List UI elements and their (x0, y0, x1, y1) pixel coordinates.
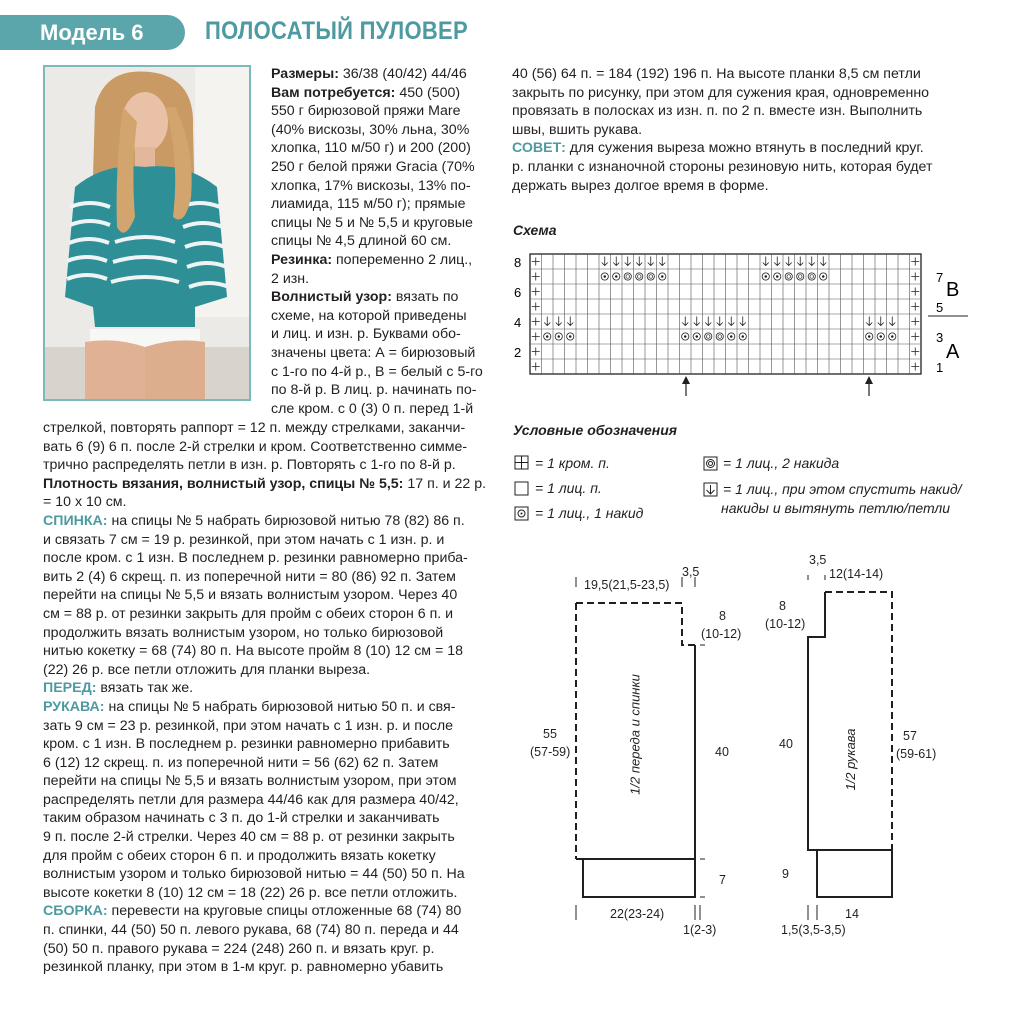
row-label-2: 2 (514, 345, 522, 360)
text-line (512, 65, 932, 84)
sleeve-label: 1/2 рукава (843, 728, 858, 791)
stitch-center (742, 336, 744, 338)
stitch-center (868, 336, 870, 338)
text-line (43, 642, 486, 661)
line-text: см = 88 р. от резинки закрыть для пройм с обеих сторон 6 п. и (43, 605, 454, 622)
line-text: 17 п. и 22 р. (403, 475, 487, 492)
stitch-center (765, 276, 767, 278)
line-text: 550 г бирюзовой пряжи Mare (271, 103, 461, 120)
text-line (43, 717, 486, 736)
section-heading: СОВЕТ: (512, 140, 566, 157)
text-line (271, 363, 483, 382)
line-text: по 8-й р. В лиц. р. начинать по- (271, 382, 477, 399)
row-label-7: 7 (936, 270, 944, 285)
page-title: ПОЛОСАТЫЙ ПУЛОВЕР (205, 17, 468, 45)
legend-knit-stitch: = 1 лиц. п. (535, 480, 602, 496)
line-text: распределять петли для размера 44/46 как для размера 40/42, (43, 791, 459, 808)
body-shoulder-step: 3,5 (682, 565, 700, 579)
text-line (43, 940, 486, 959)
body-top-width: 19,5(21,5-23,5) (584, 578, 670, 592)
intro-text (271, 65, 483, 418)
text-line (43, 456, 486, 475)
line-text: закрыть по рисунку, при этом для сужения края, одновременно (512, 84, 930, 101)
text-line (271, 344, 483, 363)
text-line (43, 865, 486, 884)
stitch-center (546, 336, 548, 338)
text-line (271, 400, 483, 419)
line-text: спицы № 4,5 длиной 60 см. (271, 233, 452, 250)
text-line (43, 754, 486, 773)
body-label: 1/2 переда и спинки (627, 674, 643, 795)
text-line (271, 214, 483, 233)
color-label-a: A (946, 341, 960, 363)
edge-stitch-icon (514, 455, 530, 471)
line-text: 9 п. после 2-й стрелки. Через 40 см = 88 р. от резинки закрыть (43, 829, 455, 846)
text-line (43, 772, 486, 791)
line-text: таким образом начинать с 3 п. до 1-й стрелки и заканчивать (43, 810, 440, 827)
stitch-center (822, 276, 824, 278)
line-text: перейти на спицы № 5,5 и вязать волнистым узором, при этом (43, 773, 457, 790)
body-total-b: (57-59) (530, 745, 571, 759)
text-line (43, 475, 486, 494)
sleeve-top-width: 12(14-14) (829, 567, 884, 581)
text-line (271, 288, 483, 307)
line-text: вязать так же. (96, 680, 194, 697)
text-line (512, 158, 932, 177)
text-line (512, 121, 932, 140)
line-text: на спицы № 5 набрать бирюзовой нитью 50 п. и свя- (104, 698, 456, 715)
knitting-chart (508, 248, 978, 398)
stitch-center (615, 276, 617, 278)
line-text: для сужения выреза можно втянуть в последний круг. (565, 140, 924, 157)
bold-term: Размеры: (271, 66, 339, 82)
bold-term: Резинка: (271, 251, 333, 268)
line-text: значены цвета: А = бирюзовый (271, 344, 476, 361)
section-heading: ПЕРЕД: (43, 680, 97, 697)
line-text: 40 (56) 64 п. = 184 (192) 196 п. На высоте планки 8,5 см петли (512, 66, 921, 82)
line-text: и лиц. и изн. р. Буквами обо- (271, 326, 461, 343)
row-label-1: 1 (936, 360, 944, 375)
stitch-center (569, 336, 571, 338)
text-line (271, 102, 483, 121)
text-line (271, 139, 483, 158)
sleeve-top-step: 3,5 (809, 553, 827, 567)
model-photo-illustration (45, 67, 249, 399)
text-line (43, 624, 486, 643)
text-line (512, 84, 932, 103)
line-text: для пройм с обеих сторон 6 п. и продолжить вязать кокетку (43, 847, 436, 864)
text-line (43, 847, 486, 866)
instructions-text (43, 419, 486, 977)
text-line (512, 139, 932, 158)
sleeve-cap-a: 8 (779, 599, 786, 613)
sleeve-height: 40 (779, 737, 793, 751)
body-bottom-step: 1(2-3) (683, 923, 717, 937)
text-line (43, 419, 486, 438)
line-text: вать 6 (9) 6 п. после 2-й стрелки и кром. Соответственно симме- (43, 438, 468, 455)
text-line (43, 791, 486, 810)
section-heading: СПИНКА: (43, 512, 108, 529)
text-line (271, 325, 483, 344)
stitch-center (891, 336, 893, 338)
legend-knit-one-yarnover: = 1 лиц., 1 накид (535, 505, 644, 521)
text-line (271, 232, 483, 251)
line-text: 2 изн. (271, 270, 310, 287)
legend-drop-yarnover-1: = 1 лиц., при этом спустить накид/ (723, 481, 962, 497)
text-line (271, 381, 483, 400)
drop-yarnover-icon (703, 482, 719, 498)
legend-edge-stitch: = 1 кром. п. (535, 455, 610, 471)
line-text: попеременно 2 лиц., (332, 251, 473, 268)
text-line (271, 121, 483, 140)
legend-knit-two-yarnovers: = 1 лиц., 2 накида (723, 455, 840, 471)
row-label-8: 8 (514, 255, 522, 270)
text-line (512, 102, 932, 121)
text-line (43, 531, 486, 550)
text-line (271, 251, 483, 270)
row-label-5: 5 (936, 300, 944, 315)
right-column-text (512, 65, 932, 195)
bold-term: Вам потребуется: (271, 84, 396, 101)
line-text: 450 (500) (395, 84, 461, 101)
text-line (271, 195, 483, 214)
text-line (43, 661, 486, 680)
line-text: высоте кокетки 8 (10) 12 см = 18 (22) 26 р. все петли отложить. (43, 884, 458, 901)
text-line (271, 307, 483, 326)
line-text: зать 9 см = 23 р. резинкой, при этом начать с 1 изн. р. и после (43, 717, 454, 734)
line-text: (50) 50 п. правого рукава = 224 (248) 260 п. и вязать круг. р. (43, 940, 435, 957)
sleeve-total-b: (59-61) (896, 747, 937, 761)
line-text: р. планки с изнаночной стороны резиновую нить, которая будет (512, 158, 933, 175)
line-text: и связать 7 см = 19 р. резинкой, при этом начать с 1 изн. р. и (43, 531, 445, 548)
line-text: стрелкой, повторять раппорт = 12 п. между стрелками, заканчи- (43, 420, 466, 436)
line-text: лиамида, 115 м/50 г); прямые (271, 196, 466, 213)
chart-heading: Схема (513, 222, 557, 238)
line-text: вязать по (391, 289, 459, 306)
body-bottom-width: 22(23-24) (610, 907, 665, 921)
line-text: п. спинки, 44 (50) 50 п. левого рукава, 68 (74) 80 п. переда и 44 (43, 922, 459, 939)
line-text: = 10 х 10 см. (43, 494, 127, 511)
text-line (43, 679, 486, 698)
bold-term: Волнистый узор: (271, 289, 392, 306)
line-text: кром. с 1 изн. В последнем р. резинки равномерно прибавить (43, 736, 450, 753)
text-line (271, 177, 483, 196)
line-text: сле кром. с 0 (3) 0 п. перед 1-й (271, 400, 474, 417)
bold-term: Плотность вязания, волнистый узор, спицы № 5,5: (43, 475, 404, 492)
legend-heading: Условные обозначения (513, 422, 678, 438)
body-armhole-a: 8 (719, 609, 726, 623)
row-label-6: 6 (514, 285, 522, 300)
stitch-center (604, 276, 606, 278)
text-line (43, 884, 486, 903)
text-line (271, 84, 483, 103)
repeat-arrow-2 (865, 376, 873, 396)
line-text: 36/38 (40/42) 44/46 (338, 66, 467, 82)
stitch-center (730, 336, 732, 338)
line-text: на спицы № 5 набрать бирюзовой нитью 78 (82) 86 п. (107, 512, 465, 529)
text-line (43, 549, 486, 568)
stitch-center (880, 336, 882, 338)
line-text: резинкой планку, при этом в 1-м круг. р. равномерно убавить (43, 959, 444, 976)
stitch-center (558, 336, 560, 338)
sleeve-total-a: 57 (903, 729, 917, 743)
body-height: 40 (715, 745, 729, 759)
model-photo (43, 65, 251, 401)
text-line (43, 809, 486, 828)
text-line (43, 902, 486, 921)
line-text: хлопка, 110 м/50 г) и 200 (200) (271, 140, 471, 157)
section-heading: СБОРКА: (43, 903, 108, 920)
text-line (271, 65, 483, 84)
text-line (43, 605, 486, 624)
line-text: хлопка, 17% вискозы, 13% по- (271, 177, 471, 194)
knit-stitch-icon (514, 481, 530, 497)
line-text: волнистым узором и только бирюзовой нитью = 44 (50) 50 п. На (43, 866, 465, 883)
text-line (43, 568, 486, 587)
line-text: после кром. с 1 изн. В последнем р. резинки равномерно приба- (43, 550, 468, 567)
text-line (512, 177, 932, 196)
line-text: трично распределять петли в изн. р. Повторять с 1-го по 8-й р. (43, 457, 456, 474)
line-text: с 1-го по 4-й р., В = белый с 5-го (271, 363, 483, 380)
line-text: 250 г белой пряжи Gracia (70% (271, 158, 475, 175)
text-line (43, 828, 486, 847)
line-text: спицы № 5 и № 5,5 и круговые (271, 214, 473, 231)
stitch-center (684, 336, 686, 338)
sleeve-rib-height: 9 (782, 867, 789, 881)
legend-drop-yarnover-2: накиды и вытянуть петлю/петли (721, 500, 951, 516)
knit-two-yarnovers-icon (703, 456, 719, 472)
stitch-center (696, 336, 698, 338)
text-line (43, 512, 486, 531)
body-armhole-b: (10-12) (701, 627, 742, 641)
stitch-center (661, 276, 663, 278)
line-text: схеме, на которой приведены (271, 307, 467, 324)
knit-one-yarnover-icon (514, 506, 530, 522)
line-text: продолжить вязать волнистым узором, но только бирюзовой (43, 624, 444, 641)
line-text: нитью кокетку = 68 (74) 80 п. На высоте пройм 8 (10) 12 см = 18 (43, 643, 464, 660)
line-text: 6 (12) 12 скрещ. п. из поперечной нити = 56 (62) 62 п. Затем (43, 754, 439, 771)
line-text: (40% вискозы, 30% льна, 30% (271, 121, 470, 138)
text-line (43, 735, 486, 754)
line-text: провязать в полосках из изн. п. по 2 п. вместе изн. Выполнить (512, 103, 923, 120)
line-text: швы, вшить рукава. (512, 121, 643, 138)
body-total-a: 55 (543, 727, 557, 741)
model-badge: Модель 6 (0, 15, 185, 50)
text-line (43, 493, 486, 512)
text-line (43, 921, 486, 940)
sleeve-bottom-step: 1,5(3,5-3,5) (781, 923, 846, 937)
body-rib-height: 7 (719, 873, 726, 887)
row-label-3: 3 (936, 330, 944, 345)
sleeve-bottom-width: 14 (845, 907, 859, 921)
section-heading: РУКАВА: (43, 698, 105, 715)
line-text: перейти на спицы № 5,5 и вязать волнистым узором. Через 40 (43, 587, 458, 604)
line-text: (22) 26 р. все петли отложить для планки выреза. (43, 661, 371, 678)
text-line (271, 158, 483, 177)
text-line (43, 438, 486, 457)
row-label-4: 4 (514, 315, 522, 330)
text-line (271, 270, 483, 289)
sleeve-cap-b: (10-12) (765, 617, 806, 631)
text-line (43, 958, 486, 977)
text-line (43, 586, 486, 605)
text-line (43, 698, 486, 717)
line-text: держать вырез долгое время в форме. (512, 177, 769, 194)
line-text: перевести на круговые спицы отложенные 68 (74) 80 (107, 903, 462, 920)
repeat-arrow-1 (682, 376, 690, 396)
color-label-b: B (946, 279, 960, 301)
line-text: вить 2 (4) 6 скрещ. п. из поперечной нити = 80 (86) 92 п. Затем (43, 568, 456, 585)
stitch-center (776, 276, 778, 278)
